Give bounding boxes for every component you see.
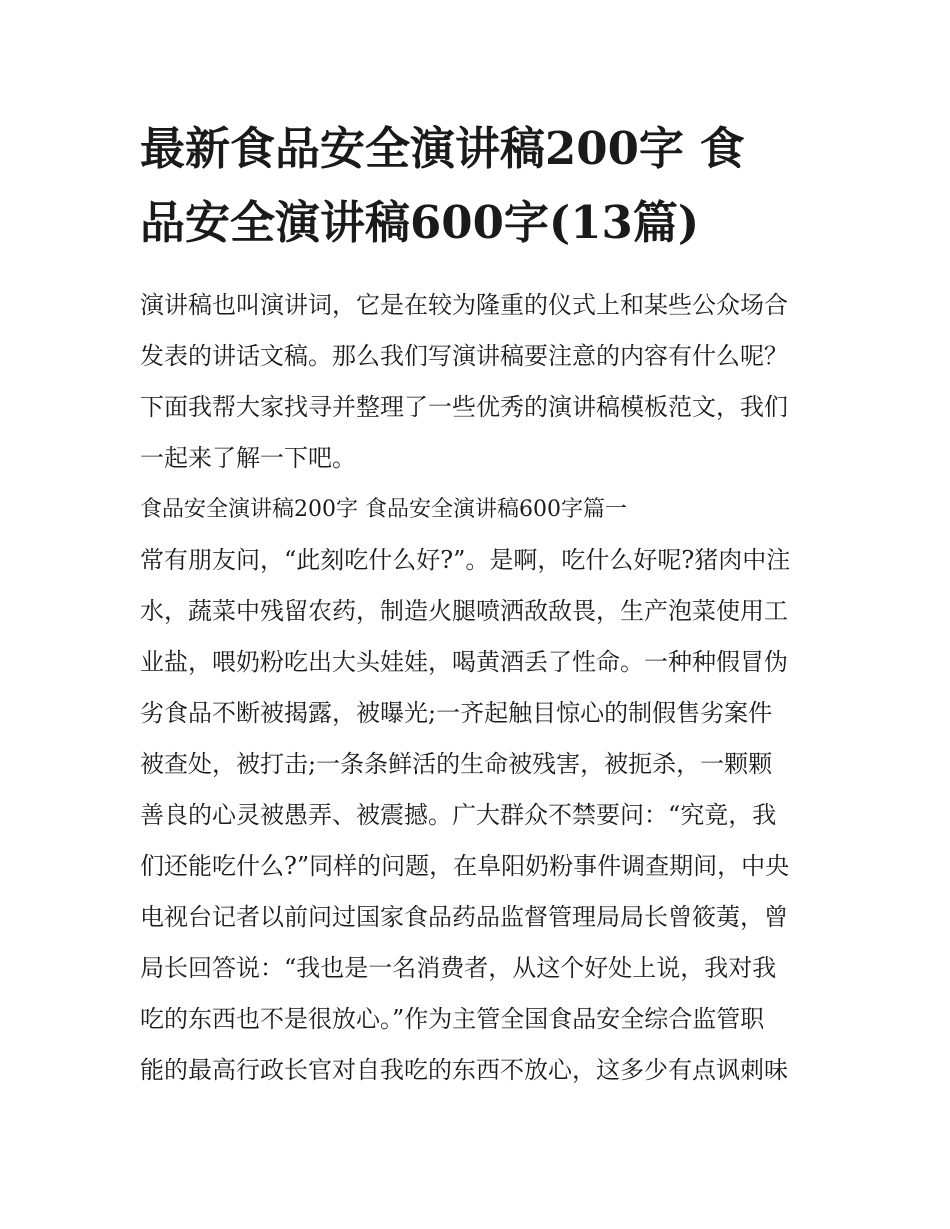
paragraph-line: 善良的心灵被愚弄、被震撼。广大群众不禁要问：“究竟，我 [140,801,777,829]
paragraph-line: 们还能吃什么?”同样的问题，在阜阳奶粉事件调查期间，中央 [140,852,790,880]
paragraph-line: 业盐，喂奶粉吃出大头娃娃，喝黄酒丢了性命。一种种假冒伪 [140,648,788,676]
paragraph-line: 发表的讲话文稿。那么我们写演讲稿要注意的内容有什么呢？ [140,342,788,370]
paragraph-line: 劣食品不断被揭露，被曝光;一齐起触目惊心的制假售劣案件 [140,699,773,727]
paragraph-line: 演讲稿也叫演讲词，它是在较为隆重的仪式上和某些公众场合 [140,291,788,319]
document-body [140,280,820,1096]
paragraph-line: 能的最高行政长官对自我吃的东西不放心，这多少有点讽刺味 [140,1056,788,1084]
section-heading: 食品安全演讲稿200字 食品安全演讲稿600字篇一 [140,497,627,522]
paragraph-line: 一起来了解一下吧。 [140,444,356,472]
paragraph-line: 电视台记者以前问过国家食品药品监督管理局局长曾筱荑，曾 [140,903,788,931]
paragraph-line: 常有朋友问，“此刻吃什么好?”。是啊，吃什么好呢?猪肉中注 [140,546,791,574]
document-title [140,112,820,260]
paragraph-line: 被查处，被打击;一条条鲜活的生命被残害，被扼杀，一颗颗 [140,750,773,778]
paragraph-line: 水，蔬菜中残留农药，制造火腿喷洒敌敌畏，生产泡菜使用工 [140,597,788,625]
paragraph-line: 局长回答说：“我也是一名消费者，从这个好处上说，我对我 [140,954,777,982]
title-line: 最新食品安全演讲稿200字 食 [140,122,745,175]
paragraph-line: 吃的东西也不是很放心。”作为主管全国食品安全综合监管职 [140,1005,765,1033]
title-line: 品安全演讲稿600字(13篇) [140,196,700,249]
paragraph-line: 下面我帮大家找寻并整理了一些优秀的演讲稿模板范文，我们 [140,393,788,421]
